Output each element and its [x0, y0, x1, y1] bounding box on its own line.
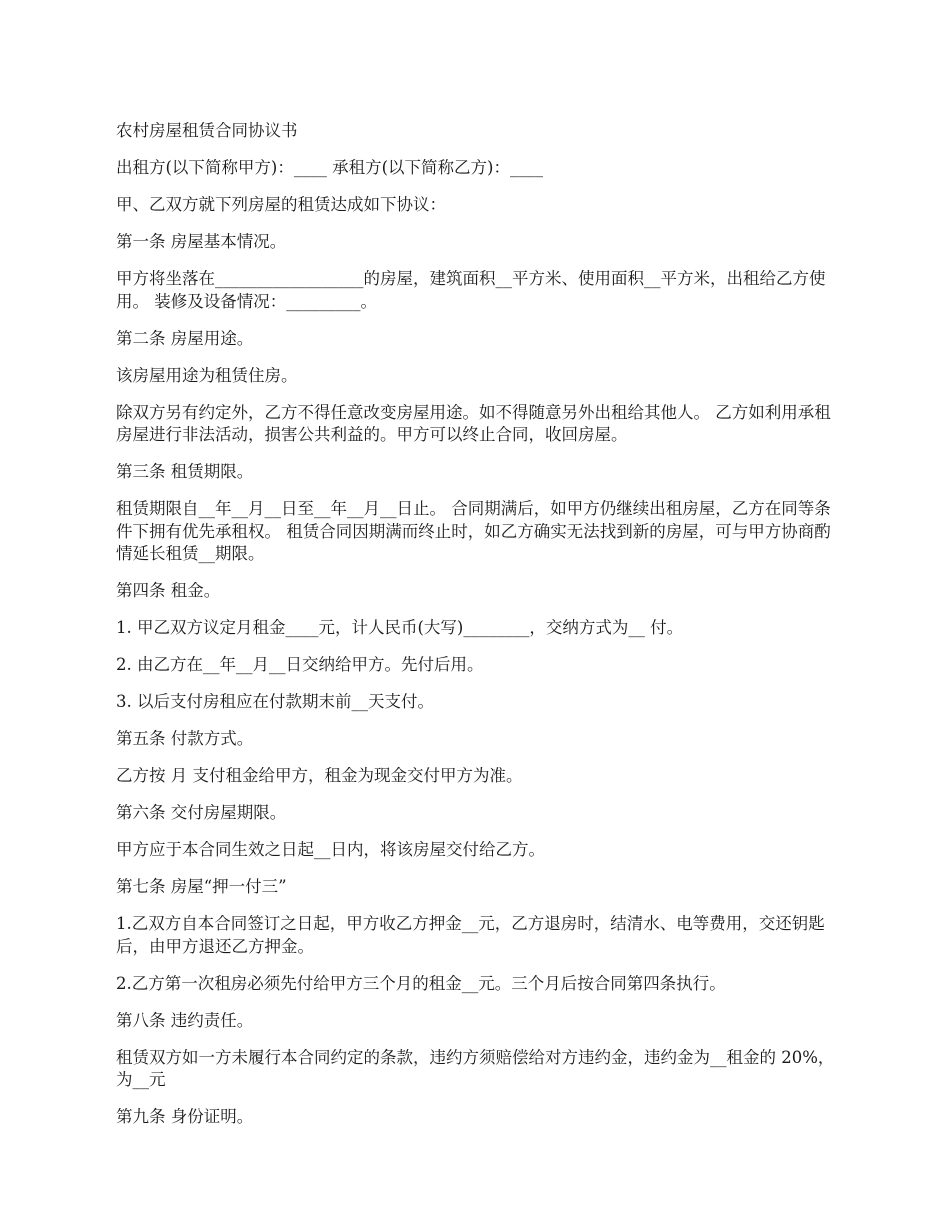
- article-1-heading: 第一条 房屋基本情况。: [116, 232, 287, 251]
- document-title: 农村房屋租赁合同协议书: [116, 121, 298, 140]
- article-6-text: 甲方应于本合同生效之日起__日内，将该房屋交付给乙方。: [116, 840, 545, 859]
- article-4-item-2: 2. 由乙方在__年__月__日交纳给甲方。先付后用。: [116, 655, 484, 674]
- article-3-text: 租赁期限自__年__月__日至__年__月__日止。 合同期满后，如甲方仍继续出租房屋，乙方在同等条件下拥有优先承租权。 租赁合同因期满而终止时，如乙方确实无法找到新的房屋，可与甲方协商酌情延长租赁__期限。: [116, 499, 831, 563]
- article-2-text-1: 该房屋用途为租赁住房。: [116, 365, 298, 385]
- article-1-text: 甲方将坐落在__________________的房屋，建筑面积__平方米、使用面积__平方米，出租给乙方使用。 装修及设备情况：_________。: [116, 269, 826, 311]
- article-9-heading: 第九条 身份证明。: [116, 1107, 254, 1126]
- article-5-heading: 第五条 付款方式。: [116, 729, 254, 748]
- document-body: [116, 120, 836, 1143]
- agreement-intro: 甲、乙双方就下列房屋的租赁达成如下协议：: [116, 195, 446, 214]
- article-6-heading: 第六条 交付房屋期限。: [116, 803, 287, 822]
- article-4-item-1: 1. 甲乙双方议定月租金____元，计人民币(大写)________，交纳方式为__ 付。: [116, 618, 684, 637]
- article-8-heading: 第八条 违约责任。: [116, 1010, 254, 1030]
- article-5-text: 乙方按 月 支付租金给甲方，租金为现金交付甲方为准。: [116, 766, 523, 785]
- article-7-item-1: 1.乙双方自本合同签订之日起，甲方收乙方押金__元，乙方退房时，结清水、电等费用，交还钥匙后，由甲方退还乙方押金。: [116, 914, 825, 956]
- parties-line: 出租方(以下简称甲方)：____ 承租方(以下简称乙方)：____: [116, 158, 543, 177]
- article-2-text-2: 除双方另有约定外，乙方不得任意改变房屋用途。如不得随意另外出租给其他人。 乙方如利用承租房屋进行非法活动，损害公共利益的。甲方可以终止合同，收回房屋。: [116, 402, 831, 444]
- article-3-heading: 第三条 租赁期限。: [116, 462, 254, 481]
- article-4-heading: 第四条 租金。: [116, 581, 221, 600]
- article-7-heading: 第七条 房屋“押一付三”: [116, 877, 287, 896]
- article-7-item-2: 2.乙方第一次租房必须先付给甲方三个月的租金__元。三个月后按合同第四条执行。: [116, 973, 726, 993]
- article-8-text: 租赁双方如一方未履行本合同约定的条款，违约方须赔偿给对方违约金，违约金为__租金的 20%，为__元: [116, 1047, 835, 1089]
- article-2-heading: 第二条 房屋用途。: [116, 328, 254, 348]
- article-4-item-3: 3. 以后支付房租应在付款期末前__天支付。: [116, 692, 434, 711]
